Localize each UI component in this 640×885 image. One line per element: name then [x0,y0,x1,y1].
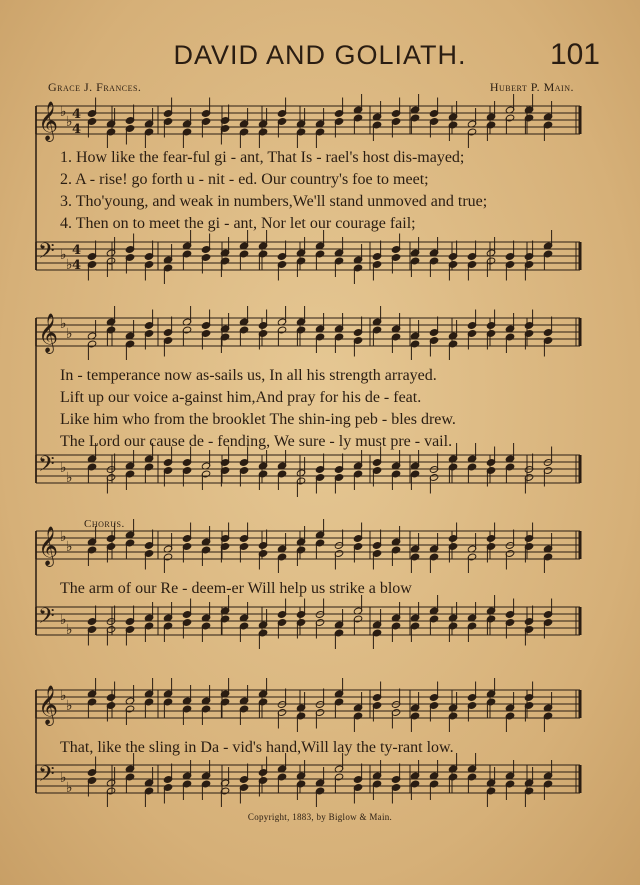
treble-clef-icon: 𝄞 [38,313,59,353]
chorus-label: Chorus. [84,518,125,530]
time-signature-top: 4 [72,243,82,258]
flat-icon: ♭ [60,247,67,263]
time-signature-top: 4 [72,107,82,122]
verse-2-line-2: Lift up our voice a-gainst him,And pray for his de - feat. [60,389,422,406]
flat-icon: ♭ [60,529,67,545]
flat-icon: ♭ [60,612,67,628]
bass-clef-icon: 𝄢 [38,239,55,269]
bass-clef-icon: 𝄢 [38,604,55,634]
verse-3-line-2: Like him who from the brooklet The shin-ing peb - bles drew. [60,411,456,428]
verse-block-2 [60,365,456,453]
time-signature-bottom: 4 [72,258,82,273]
flat-icon: ♭ [66,780,73,796]
verse-3-line-1: 3. Tho'young, and weak in numbers,We'll stand unmoved and true; [60,193,488,210]
flat-icon: ♭ [66,257,73,273]
bass-clef-icon: 𝄢 [38,762,55,792]
flat-icon: ♭ [66,698,73,714]
verse-4-line-1: 4. Then on to meet the gi - ant, Nor let our courage fail; [60,215,416,232]
flat-icon: ♭ [60,316,67,332]
copyright-notice: Copyright, 1883, by Biglow & Main. [247,812,393,822]
song-title: DAVID AND GOLIATH. [173,40,467,70]
bass-clef-icon: 𝄢 [38,452,55,482]
flat-icon: ♭ [60,460,67,476]
flat-icon: ♭ [66,539,73,555]
treble-clef-icon: 𝄞 [38,526,59,566]
flat-icon: ♭ [66,622,73,638]
flat-icon: ♭ [60,770,67,786]
page-number: 101 [549,38,600,71]
verse-1-line-1: 1. How like the fear-ful gi - ant, That Is - rael's host dis-mayed; [60,149,465,166]
chorus-line-2: That, like the sling in Da - vid's hand,Will lay the ty-rant low. [60,739,454,756]
flat-icon: ♭ [60,104,67,120]
flat-icon: ♭ [66,326,73,342]
time-signature-bottom: 4 [72,122,82,137]
flat-icon: ♭ [66,114,73,130]
lyricist-credit: Grace J. Frances. [48,80,142,94]
verse-1-line-2: In - temperance now as-sails us, In all his strength arrayed. [60,367,437,384]
composer-credit: Hubert P. Main. [489,80,574,94]
verse-block-1 [60,147,487,235]
verse-4-line-2: The Lord our cause de - fending, We sure - ly must pre - vail. [60,433,453,450]
treble-clef-icon: 𝄞 [38,101,59,141]
verse-2-line-1: 2. A - rise! go forth u - nit - ed. Our country's foe to meet; [60,171,429,188]
flat-icon: ♭ [60,688,67,704]
flat-icon: ♭ [66,470,73,486]
chorus-line-1: The arm of our Re - deem-er Will help us strike a blow [60,580,412,597]
treble-clef-icon: 𝄞 [38,685,59,725]
